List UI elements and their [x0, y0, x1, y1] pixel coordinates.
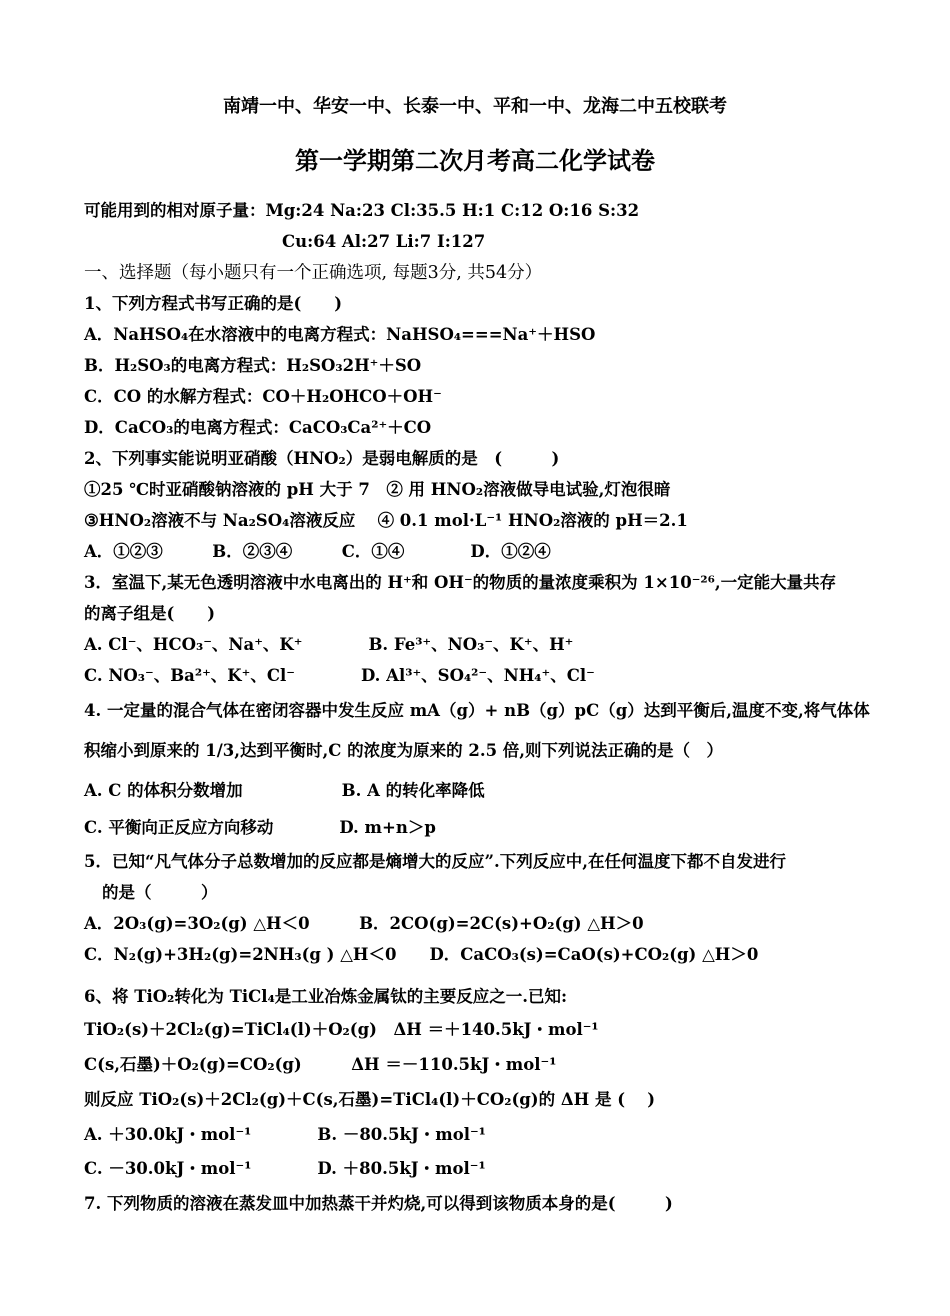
q2-options: A．①②③ B．②③④ C．①④ D．①②④	[84, 542, 551, 561]
q1-option-a: A．NaHSO₄在水溶液中的电离方程式：NaHSO₄===Na⁺＋HSO	[84, 325, 596, 344]
exam-schools-heading: 南靖一中、华安一中、长泰一中、平和一中、龙海二中五校联考	[223, 96, 727, 117]
q4-options-ab: A. C 的体积分数增加 B. A 的转化率降低	[84, 781, 485, 800]
q5-stem-line2: 的是（ ）	[102, 883, 218, 902]
q6-question: 则反应 TiO₂(s)＋2Cl₂(g)＋C(s,石墨)=TiCl₄(l)＋CO₂(g)的 ΔH 是 ( )	[84, 1090, 656, 1109]
q2-facts-1-2: ①25 ℃时亚硝酸钠溶液的 pH 大于 7 ② 用 HNO₂溶液做导电试验,灯泡很暗	[84, 480, 671, 499]
q1-option-c: C．CO 的水解方程式：CO＋H₂OHCO＋OH⁻	[84, 387, 442, 406]
q5-options-cd: C．N₂(g)+3H₂(g)=2NH₃(g ) △H＜0 D．CaCO₃(s)=CaO(s)+CO₂(g) △H＞0	[84, 945, 759, 964]
q2-facts-3-4: ③HNO₂溶液不与 Na₂SO₄溶液反应 ④ 0.1 mol·L⁻¹ HNO₂溶液的 pH＝2.1	[84, 511, 688, 530]
atomic-masses-line1: 可能用到的相对原子量：Mg:24 Na:23 Cl:35.5 H:1 C:12 O:16 S:32	[84, 201, 640, 220]
q6-options-ab: A. ＋30.0kJ・mol⁻¹ B. －80.5kJ・mol⁻¹	[84, 1125, 486, 1144]
q7-stem: 7. 下列物质的溶液在蒸发皿中加热蒸干并灼烧,可以得到该物质本身的是( )	[84, 1194, 673, 1213]
atomic-masses-line2: Cu:64 Al:27 Li:7 I:127	[282, 232, 486, 251]
q4-stem-line1: 4. 一定量的混合气体在密闭容器中发生反应 mA（g）+ nB（g）pC（g）达到平衡后,温度不变,将气体体	[84, 701, 870, 720]
q6-options-cd: C. －30.0kJ・mol⁻¹ D. ＋80.5kJ・mol⁻¹	[84, 1159, 486, 1178]
q4-stem-line2: 积缩小到原来的 1/3,达到平衡时,C 的浓度为原来的 2.5 倍,则下列说法正确的是（ ）	[84, 741, 724, 760]
q3-options-ab: A. Cl⁻、HCO₃⁻、Na⁺、K⁺ B. Fe³⁺、NO₃⁻、K⁺、H⁺	[84, 635, 574, 654]
section-heading: 一、选择题（每小题只有一个正确选项, 每题3分, 共54分）	[84, 263, 543, 283]
q4-options-cd: C. 平衡向正反应方向移动 D. m+n＞p	[84, 818, 436, 837]
q1-option-d: D．CaCO₃的电离方程式：CaCO₃Ca²⁺＋CO	[84, 418, 432, 437]
q1-stem: 1、下列方程式书写正确的是( )	[84, 294, 343, 313]
q5-stem-line1: 5．已知“凡气体分子总数增加的反应都是熵增大的反应”.下列反应中,在任何温度下都不自发进行	[84, 852, 786, 871]
q6-equation-1: TiO₂(s)＋2Cl₂(g)=TiCl₄(l)＋O₂(g) ΔH ＝＋140.5kJ・mol⁻¹	[84, 1020, 599, 1039]
q1-option-b: B．H₂SO₃的电离方程式：H₂SO₃2H⁺＋SO	[84, 356, 422, 375]
q6-equation-2: C(s,石墨)＋O₂(g)=CO₂(g) ΔH ＝－110.5kJ・mol⁻¹	[84, 1055, 557, 1074]
exam-title: 第一学期第二次月考高二化学试卷	[295, 146, 655, 175]
q5-options-ab: A．2O₃(g)=3O₂(g) △H＜0 B．2CO(g)=2C(s)+O₂(g) △H＞0	[84, 914, 644, 933]
q3-stem-line2: 的离子组是( )	[84, 604, 216, 623]
q6-stem: 6、将 TiO₂转化为 TiCl₄是工业冶炼金属钛的主要反应之一.已知:	[84, 987, 568, 1006]
q3-stem-line1: 3．室温下,某无色透明溶液中水电离出的 H⁺和 OH⁻的物质的量浓度乘积为 1×10⁻²⁶,一定能大量共存	[84, 573, 837, 592]
q3-options-cd: C. NO₃⁻、Ba²⁺、K⁺、Cl⁻ D. Al³⁺、SO₄²⁻、NH₄⁺、Cl⁻	[84, 666, 595, 685]
q2-stem: 2、下列事实能说明亚硝酸（HNO₂）是弱电解质的是 ( )	[84, 449, 560, 468]
